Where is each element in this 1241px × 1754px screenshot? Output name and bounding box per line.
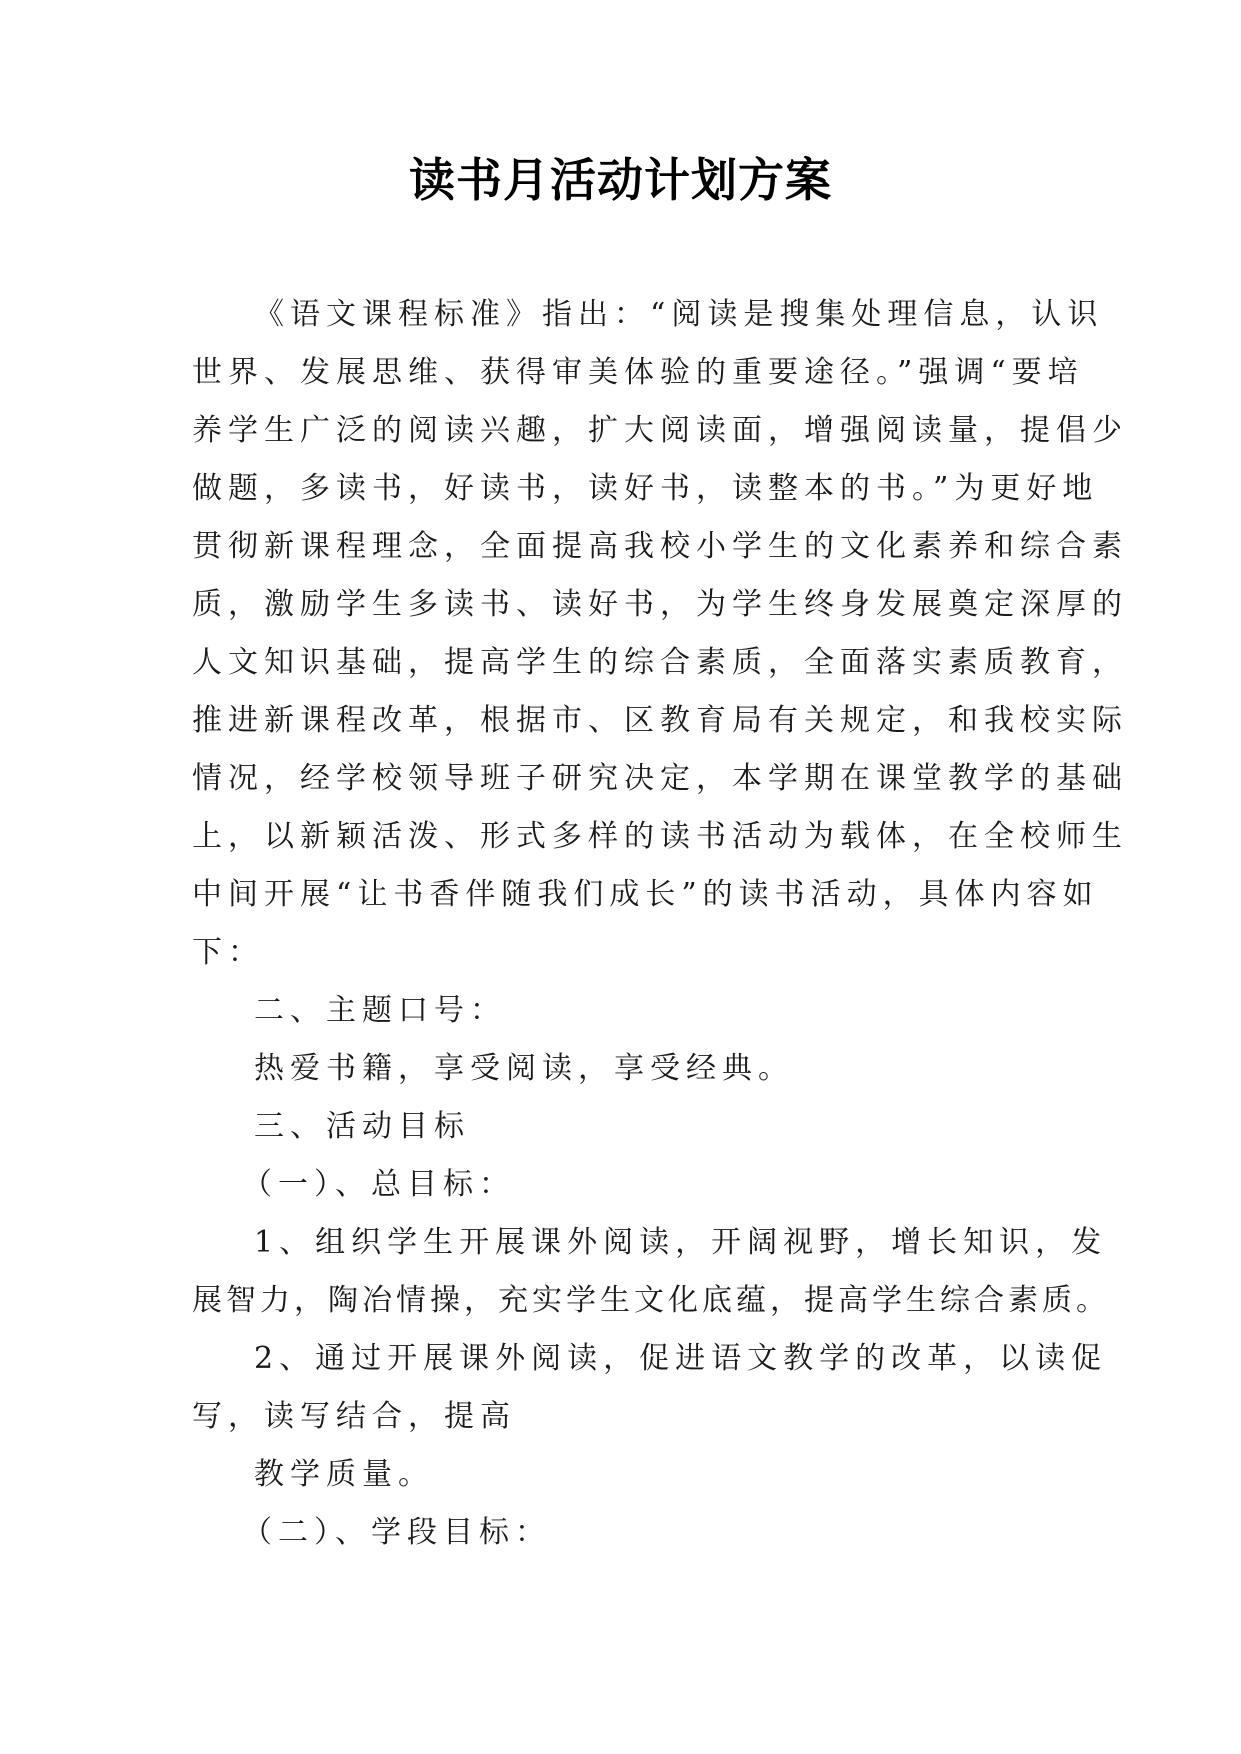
section-heading: 三、活动目标 [254, 1109, 470, 1144]
intro-line: 人文知识基础，提高学生的综合素质，全面落实素质教育， [192, 645, 1128, 680]
intro-line: 养学生广泛的阅读兴趣，扩大阅读面，增强阅读量，提倡少 [192, 413, 1128, 448]
goal-line: 展智力，陶冶情操，充实学生文化底蕴，提高学生综合素质。 [192, 1283, 1110, 1318]
goal-line: 2、通过开展课外阅读，促进语文教学的改革，以读促 [254, 1341, 1108, 1376]
intro-line: 推进新课程改革，根据市、区教育局有关规定，和我校实际 [192, 703, 1128, 738]
intro-line: 世界、发展思维、获得审美体验的重要途径。”强调“要培 [192, 355, 1084, 390]
intro-line: 质，激励学生多读书、读好书，为学生终身发展奠定深厚的 [192, 587, 1128, 622]
intro-line: 上，以新颖活泼、形式多样的读书活动为载体，在全校师生 [192, 819, 1128, 854]
intro-line: 《语文课程标准》指出：“阅读是搜集处理信息，认识 [254, 297, 1104, 332]
intro-line: 贯彻新课程理念，全面提高我校小学生的文化素养和综合素 [192, 529, 1128, 564]
document-title: 读书月活动计划方案 [409, 153, 832, 207]
section-heading: 二、主题口号： [254, 993, 506, 1028]
goal-line: 1、组织学生开展课外阅读，开阔视野，增长知识，发 [254, 1225, 1108, 1260]
goal-line: 教学质量。 [254, 1457, 434, 1492]
intro-line: 下： [192, 935, 264, 970]
intro-line: 情况，经学校领导班子研究决定，本学期在课堂教学的基础 [192, 761, 1128, 796]
intro-line: 做题，多读书，好读书，读好书，读整本的书。”为更好地 [192, 471, 1099, 506]
subsection-heading: （一）、总目标： [242, 1167, 515, 1202]
subsection-heading: （二）、学段目标： [242, 1515, 551, 1550]
document-body [192, 286, 1128, 1562]
intro-line: 中间开展“让书香伴随我们成长”的读书活动，具体内容如 [192, 877, 1099, 912]
slogan-text: 热爱书籍，享受阅读，享受经典。 [254, 1051, 794, 1086]
goal-line: 写，读写结合，提高 [192, 1399, 516, 1434]
